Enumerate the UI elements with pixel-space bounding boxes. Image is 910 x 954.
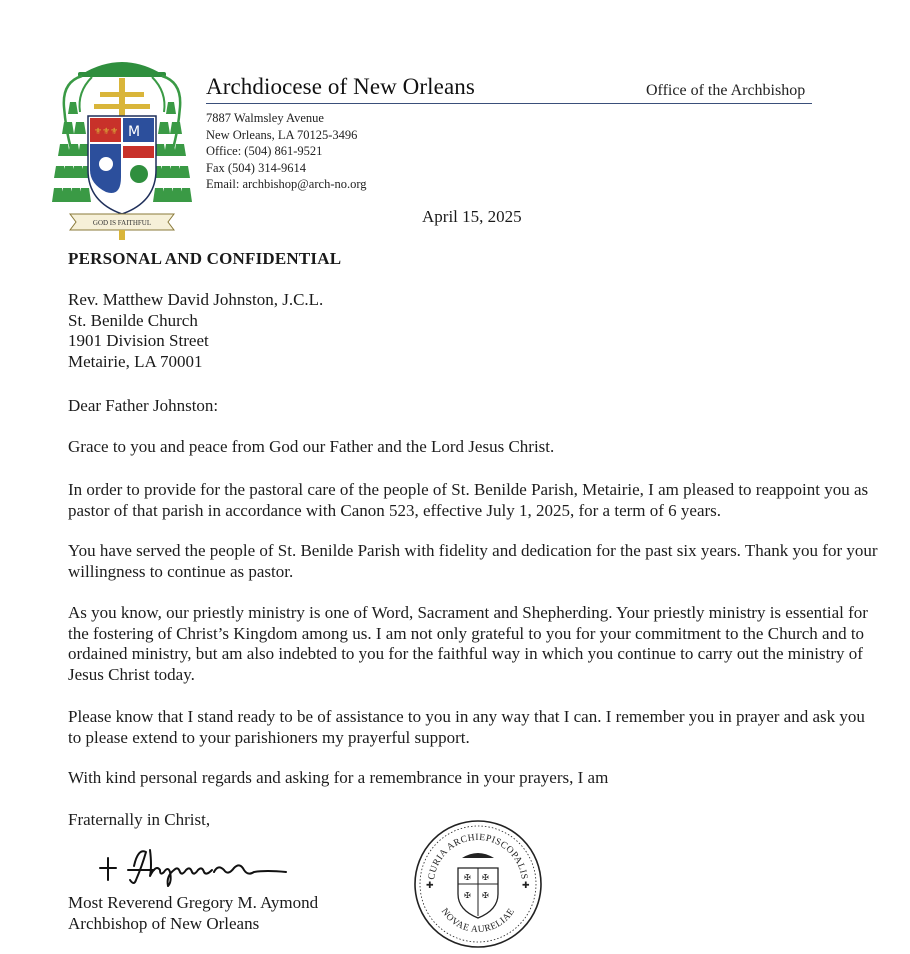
address-email: Email: archbishop@arch-no.org [206, 177, 367, 191]
recipient-city: Metairie, LA 70001 [68, 352, 203, 372]
signer-block [68, 893, 318, 934]
svg-text:✠: ✠ [482, 873, 489, 882]
paragraph-support: Please know that I stand ready to be of assistance to you in any way that I can. I remember you in prayer and ask you to please extend to your parishioners my prayerful support. [68, 707, 865, 747]
address-block [206, 110, 367, 193]
archdiocese-crest-logo [52, 52, 192, 242]
paragraph-greeting: Grace to you and peace from God our Father and the Lord Jesus Christ. [68, 437, 555, 456]
recipient-street: 1901 Division Street [68, 331, 209, 351]
recipient-address [68, 290, 323, 373]
svg-text:⚜⚜⚜: ⚜⚜⚜ [94, 127, 119, 137]
handwritten-signature [94, 836, 294, 890]
address-street: 7887 Walmsley Avenue [206, 111, 324, 125]
letter-date: April 15, 2025 [422, 207, 522, 226]
address-city: New Orleans, LA 70125-3496 [206, 127, 358, 142]
organization-name: Archdiocese of New Orleans [206, 74, 475, 99]
svg-text:✠: ✠ [482, 891, 489, 900]
svg-text:✚: ✚ [522, 881, 530, 891]
paragraph-thanks: You have served the people of St. Benilde Parish with fidelity and dedication for the past six years. Thank you for your willingness to continue as pastor. [68, 541, 878, 581]
signer-title: Archbishop of New Orleans [68, 913, 260, 933]
closing: Fraternally in Christ, [68, 810, 211, 829]
seal-bottom-text: NOVAE AURELIAE [438, 906, 518, 936]
address-fax: Fax (504) 314-9614 [206, 160, 306, 175]
header-divider [206, 103, 812, 104]
svg-text:✠: ✠ [464, 873, 471, 882]
seal-top-text: CURIA ARCHIEPISCOPALIS [427, 832, 529, 881]
recipient-church: St. Benilde Church [68, 310, 198, 330]
confidential-label: PERSONAL AND CONFIDENTIAL [68, 249, 342, 268]
signer-name: Most Reverend Gregory M. Aymond [68, 893, 319, 912]
paragraph-ministry: As you know, our priestly ministry is one of Word, Sacrament and Shepherding. Your priestly ministry is essential for the fostering of Christ’s Kingdom among us. I am not only grateful to you for your commitment to the Church and to ordained ministry, but am also indebted to you for the faithful way in which you continue to carry out the ministry of Jesus Christ today. [68, 603, 868, 684]
curia-seal-stamp [412, 818, 544, 950]
svg-text:M: M [128, 124, 141, 140]
paragraph-regards: With kind personal regards and asking for a remembrance in your prayers, I am [68, 768, 609, 787]
svg-text:✚: ✚ [426, 881, 434, 891]
svg-text:✠: ✠ [464, 891, 471, 900]
paragraph-appointment: In order to provide for the pastoral care of the people of St. Benilde Parish, Metairie, I am pleased to reappoint you as pastor of that parish in accordance with Canon 523, effective July 1, 2025, for a term of 6 years. [68, 480, 869, 520]
office-name: Office of the Archbishop [646, 82, 806, 99]
recipient-name: Rev. Matthew David Johnston, J.C.L. [68, 290, 324, 309]
crest-motto: GOD IS FAITHFUL [92, 219, 152, 227]
salutation: Dear Father Johnston: [68, 396, 219, 415]
address-phone: Office: (504) 861-9521 [206, 144, 323, 158]
